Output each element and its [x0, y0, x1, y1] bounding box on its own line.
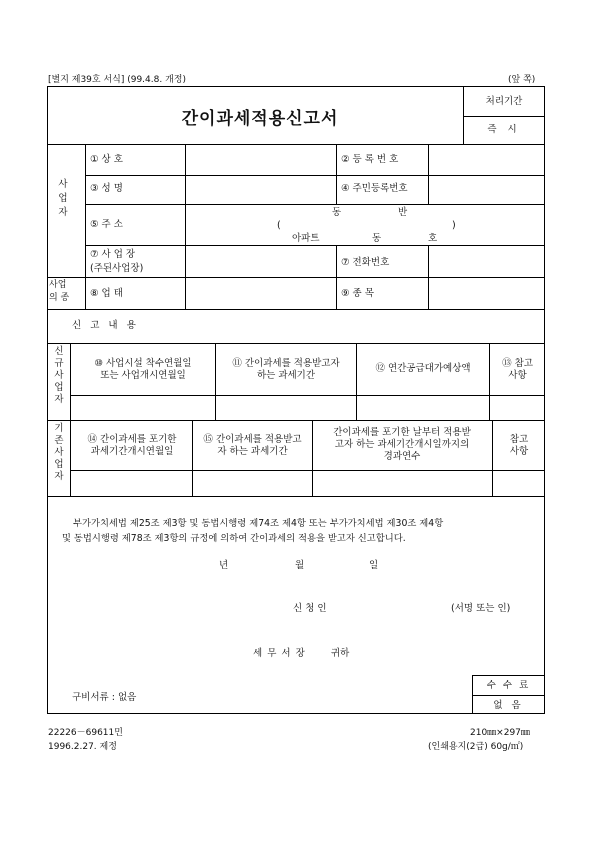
date-day: 일	[369, 560, 379, 571]
new-business-label: 신규사업자	[54, 346, 64, 405]
new-business-col2: ⑪ 간이과세를 적용받고자 하는 과세기간	[232, 358, 340, 381]
address-dong: 동	[332, 207, 342, 218]
address-ban: 반	[398, 207, 408, 218]
required-documents: 구비서류 : 없음	[72, 692, 137, 703]
new-business-col4: ⑬ 참고 사항	[502, 358, 533, 381]
address-paren-close: )	[452, 220, 456, 231]
business-type-label: ⑧ 업 태	[90, 288, 123, 299]
date-month: 월	[295, 560, 305, 571]
resident-number-label: ④ 주민등록번호	[341, 183, 408, 194]
form-number: [별지 제39호 서식] (99.4.8. 개정)	[48, 75, 186, 85]
addressee-honorific: 귀하	[331, 648, 350, 659]
existing-business-label: 기존사업자	[54, 423, 64, 482]
existing-business-col1: ⑭ 간이과세를 포기한 과세기간개시연월일	[87, 434, 177, 457]
form-code: 22226－69611민	[48, 728, 123, 738]
business-item-label: ⑨ 종 목	[341, 288, 374, 299]
signature-note: (서명 또는 인)	[451, 603, 511, 614]
existing-business-col3: 간이과세를 포기한 날부터 적용받 고자 하는 과세기간개시일까지의 경과연수	[333, 427, 471, 462]
registration-number-label: ② 등 록 번 호	[341, 154, 399, 165]
applicant-signature-label: 신 청 인	[293, 603, 327, 614]
form-title: 간이과세적용신고서	[181, 109, 339, 129]
address-apartment: 아파트	[292, 233, 320, 244]
business-kind-label-1: 사업	[49, 280, 67, 290]
address-apartment-dong: 동	[372, 233, 382, 244]
date-year: 년	[219, 560, 229, 571]
declaration-line-1: 부가가치세법 제25조 제3항 및 동법시행령 제74조 제4항 또는 부가가치세법 제30조 제4항	[73, 518, 444, 529]
form-frame	[47, 86, 545, 714]
processing-period-value: 즉 시	[487, 124, 521, 135]
existing-business-col4: 참고 사항	[509, 434, 529, 457]
addressee: 세 무 서 장	[253, 648, 306, 659]
address-label: ⑤ 주 소	[90, 219, 123, 230]
business-place-label: ⑦ 사 업 장	[90, 249, 136, 260]
fee-value: 없 음	[493, 700, 524, 711]
declaration-line-2: 및 동법시행령 제78조 제3항의 규정에 의하여 간이과세의 적용을 받고자 신고합니다.	[62, 533, 406, 544]
fee-label: 수 수 료	[486, 680, 531, 691]
name-label: ③ 성 명	[90, 183, 123, 194]
new-business-col1: ⑩ 사업시설 착수연월일 또는 사업개시연월일	[94, 358, 192, 381]
address-paren-open: (	[277, 220, 281, 231]
business-place-sublabel: (주된사업장)	[90, 263, 144, 274]
trade-name-label: ① 상 호	[90, 154, 123, 165]
page-side-label: (앞 쪽)	[508, 75, 536, 85]
new-business-col3: ⑫ 연간공급대가예상액	[375, 363, 471, 374]
existing-business-col2: ⑮ 간이과세를 적용받고 자 하는 과세기간	[203, 434, 302, 457]
report-content-heading: 신 고 내 용	[72, 320, 139, 331]
business-kind-label-2: 의 종	[49, 293, 70, 303]
paper-spec: (인쇄용지(2급) 60g/㎡)	[428, 742, 524, 752]
enactment-date: 1996.2.27. 제정	[48, 742, 117, 752]
paper-size: 210㎜×297㎜	[470, 728, 530, 738]
address-ho: 호	[428, 233, 438, 244]
phone-label: ⑦ 전화번호	[341, 257, 390, 268]
applicant-section-label: 사업자	[58, 179, 68, 218]
processing-period-label: 처리기간	[485, 96, 523, 107]
